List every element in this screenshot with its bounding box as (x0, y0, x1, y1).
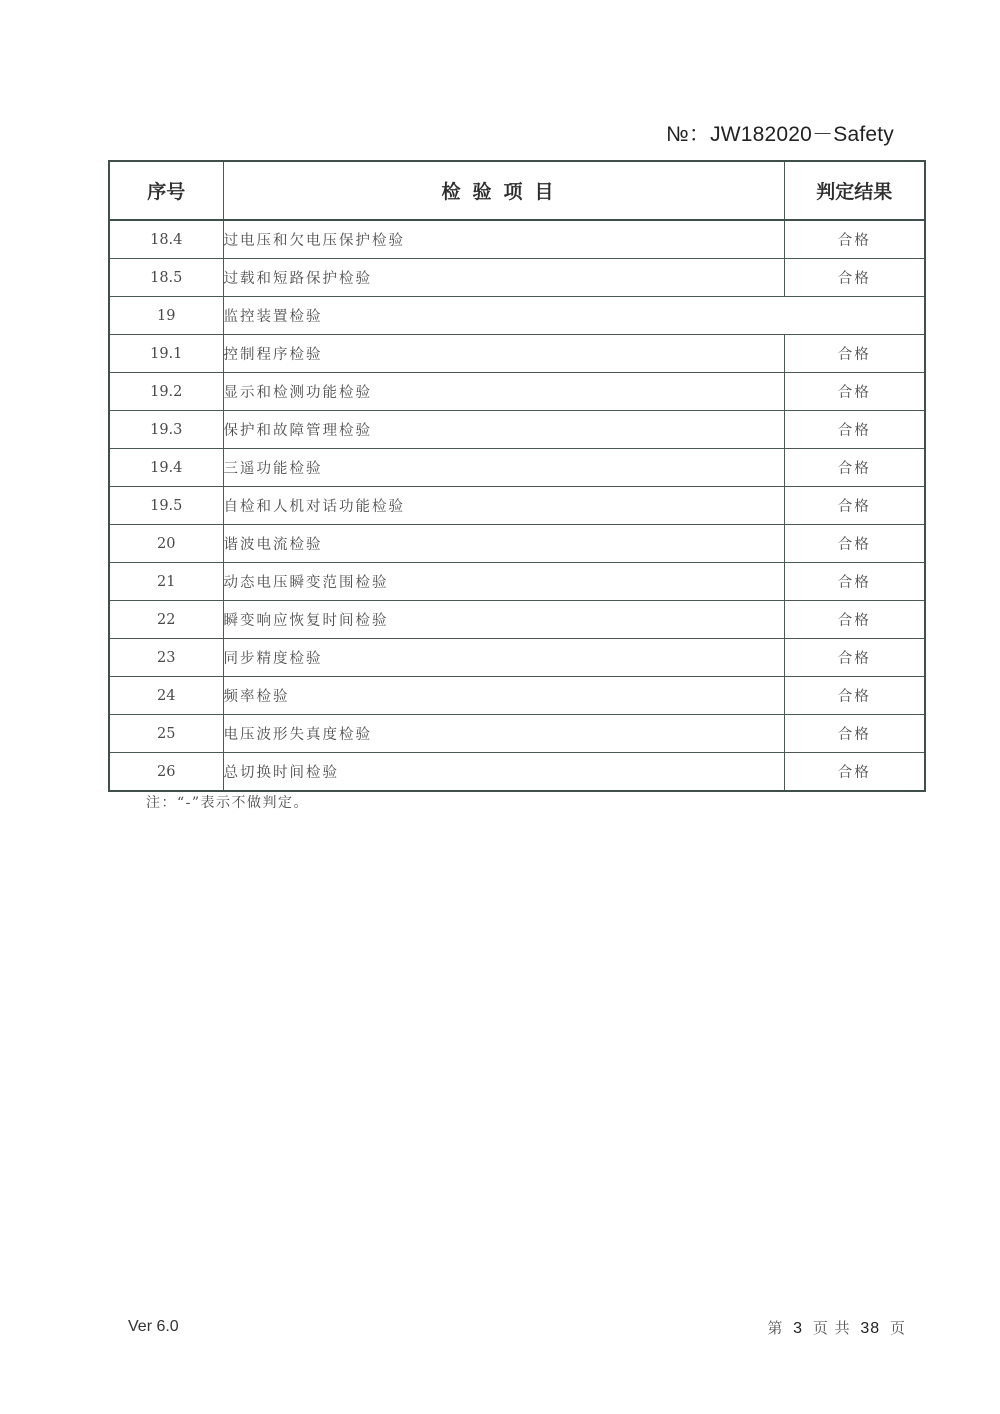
row-result: 合格 (784, 411, 925, 449)
table-note: 注：“-”表示不做判定。 (146, 795, 310, 811)
row-item: 动态电压瞬变范围检验 (223, 563, 784, 601)
row-item: 电压波形失真度检验 (223, 715, 784, 753)
row-seq: 20 (109, 525, 223, 563)
table-row (109, 487, 925, 525)
table-row (109, 259, 925, 297)
row-seq: 26 (109, 753, 223, 792)
row-result: 合格 (784, 335, 925, 373)
row-result: 合格 (784, 449, 925, 487)
table-row (109, 677, 925, 715)
row-item: 过载和短路保护检验 (223, 259, 784, 297)
inspection-results-table (108, 160, 926, 792)
row-result: 合格 (784, 715, 925, 753)
row-item: 自检和人机对话功能检验 (223, 487, 784, 525)
footer-page-indicator (767, 1317, 906, 1338)
row-item: 谐波电流检验 (223, 525, 784, 563)
row-seq: 25 (109, 715, 223, 753)
table-row (109, 297, 925, 335)
row-item: 过电压和欠电压保护检验 (223, 220, 784, 259)
table-row (109, 753, 925, 792)
page-current: 3 (793, 1320, 804, 1337)
row-item: 显示和检测功能检验 (223, 373, 784, 411)
row-result: 合格 (784, 639, 925, 677)
row-seq: 22 (109, 601, 223, 639)
document-number: №：JW182020－Safety (666, 123, 894, 146)
row-result: 合格 (784, 677, 925, 715)
table-row (109, 373, 925, 411)
results-table-container (108, 160, 924, 792)
row-result: 合格 (784, 563, 925, 601)
column-header-result: 判定结果 (784, 161, 925, 220)
table-row (109, 639, 925, 677)
row-item: 频率检验 (223, 677, 784, 715)
table-row (109, 335, 925, 373)
table-header-row (109, 161, 925, 220)
row-result: 合格 (784, 525, 925, 563)
row-seq: 18.4 (109, 220, 223, 259)
row-seq: 19.2 (109, 373, 223, 411)
row-item: 三遥功能检验 (223, 449, 784, 487)
table-body (109, 220, 925, 791)
row-item: 控制程序检验 (223, 335, 784, 373)
row-item: 监控装置检验 (223, 297, 925, 335)
row-seq: 19.1 (109, 335, 223, 373)
row-result: 合格 (784, 220, 925, 259)
row-item: 总切换时间检验 (223, 753, 784, 792)
row-result: 合格 (784, 601, 925, 639)
row-result: 合格 (784, 753, 925, 792)
row-seq: 18.5 (109, 259, 223, 297)
row-result: 合格 (784, 259, 925, 297)
row-item: 同步精度检验 (223, 639, 784, 677)
table-row (109, 601, 925, 639)
row-seq: 23 (109, 639, 223, 677)
footer-version: Ver 6.0 (128, 1318, 179, 1335)
table-row (109, 411, 925, 449)
row-seq: 21 (109, 563, 223, 601)
page-prefix: 第 (767, 1319, 784, 1337)
page-total: 38 (860, 1320, 881, 1337)
table-row (109, 220, 925, 259)
row-seq: 19 (109, 297, 223, 335)
row-item: 瞬变响应恢复时间检验 (223, 601, 784, 639)
column-header-item: 检验项目 (223, 161, 784, 220)
row-seq: 19.5 (109, 487, 223, 525)
row-seq: 19.4 (109, 449, 223, 487)
column-header-seq: 序号 (109, 161, 223, 220)
row-result: 合格 (784, 373, 925, 411)
page-suffix: 页 (889, 1319, 906, 1337)
row-seq: 19.3 (109, 411, 223, 449)
table-row (109, 449, 925, 487)
table-row (109, 525, 925, 563)
table-row (109, 715, 925, 753)
page-middle: 页 共 (812, 1319, 851, 1337)
row-seq: 24 (109, 677, 223, 715)
table-row (109, 563, 925, 601)
row-result: 合格 (784, 487, 925, 525)
row-item: 保护和故障管理检验 (223, 411, 784, 449)
